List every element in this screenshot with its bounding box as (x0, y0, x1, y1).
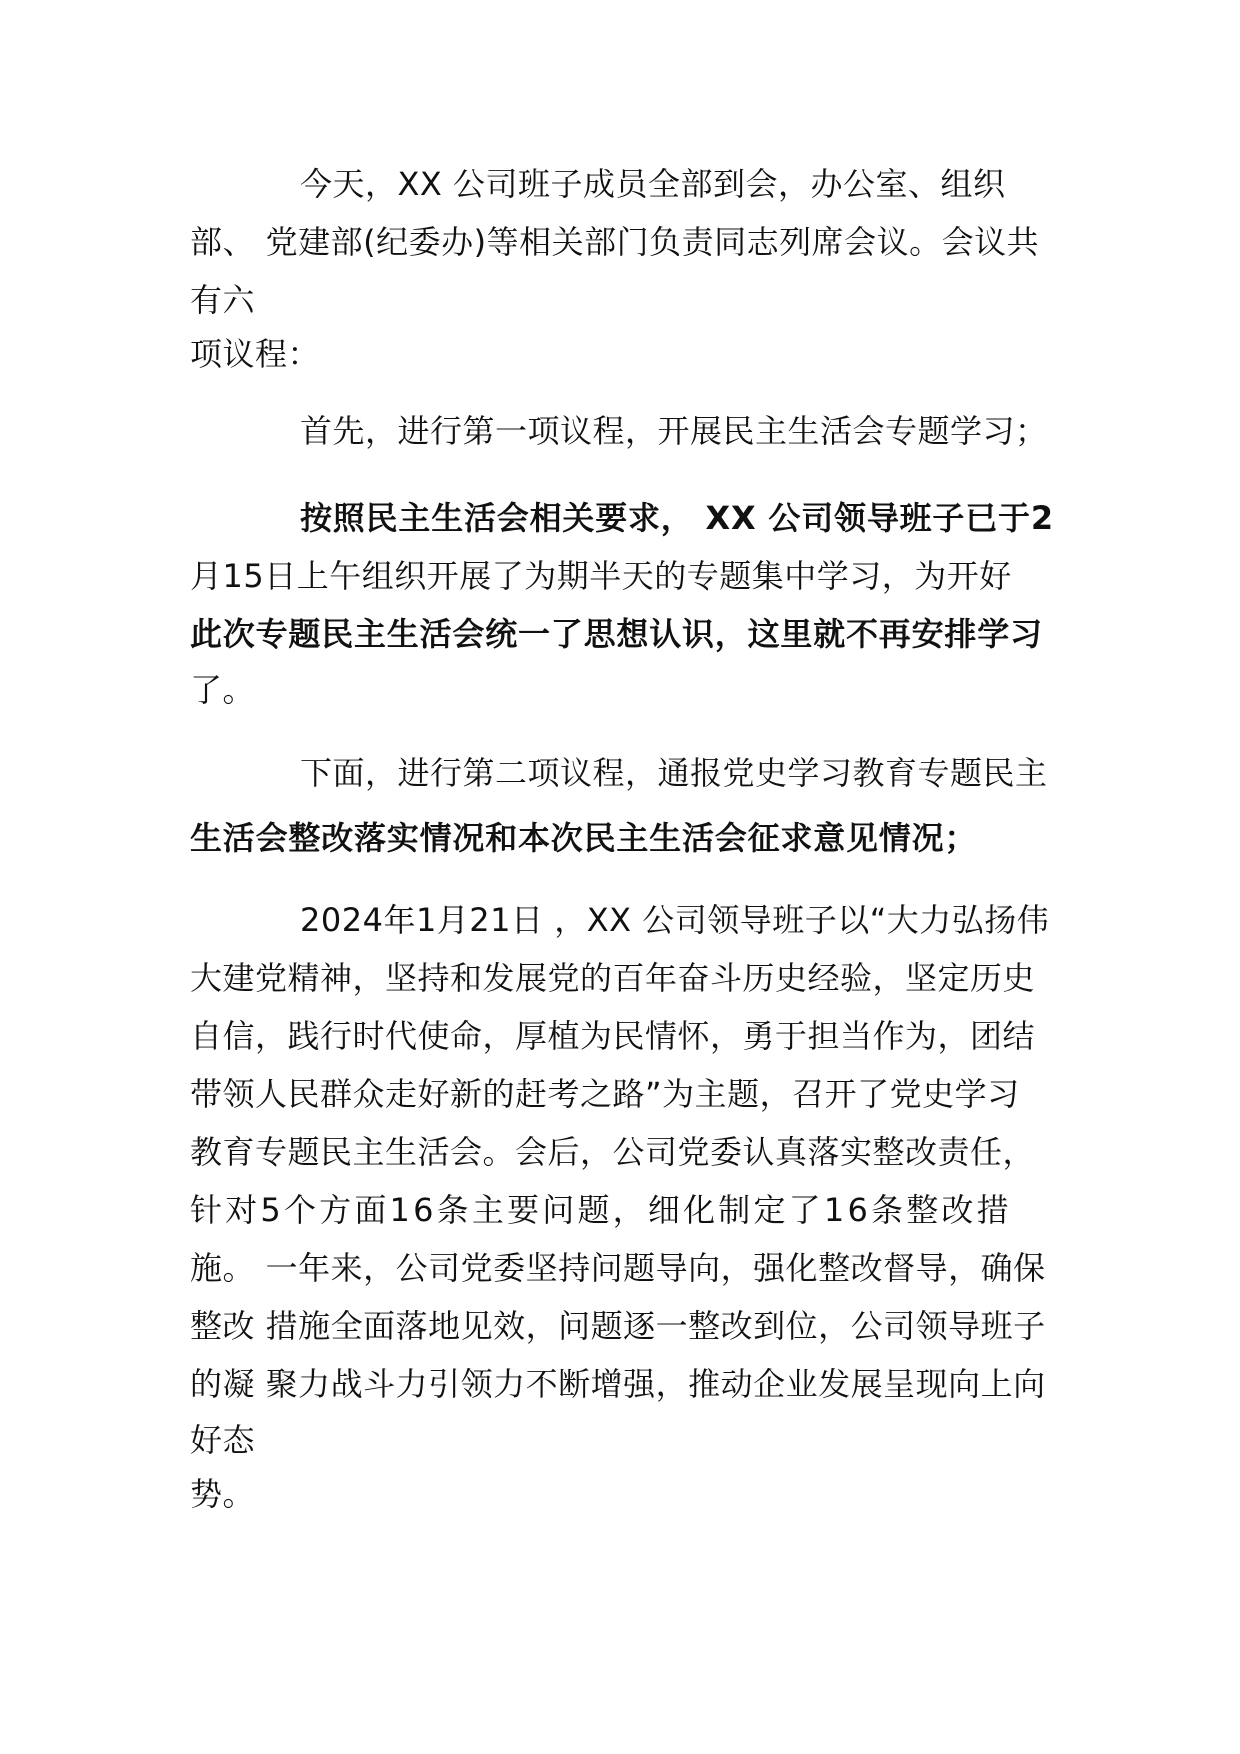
paragraph-5-line-4: 带领人民群众走好新的赶考之路”为主题，召开了党史学习 (190, 1075, 1020, 1113)
paragraph-5-line-2: 大建党精神，坚持和发展党的百年奋斗历史经验，坚定历史 (190, 959, 1036, 997)
paragraph-4-line-2: 生活会整改落实情况和本次民主生活会征求意见情况； (190, 819, 978, 857)
paragraph-1-line-3: 有六 (190, 281, 256, 319)
paragraph-5-line-9: 的凝 聚力战斗力引领力不断增强，推动企业发展呈现向上向 (190, 1365, 1046, 1403)
paragraph-4-line-1: 下面，进行第二项议程，通报党史学习教育专题民主 (300, 754, 1048, 792)
paragraph-5-line-7: 施。 一年来，公司党委坚持问题导向，强化整改督导，确保 (190, 1249, 1046, 1287)
paragraph-1-line-4: 项议程： (190, 335, 321, 373)
paragraph-5-line-8: 整改 措施全面落地见效，问题逐一整改到位，公司领导班子 (190, 1307, 1046, 1345)
paragraph-3-line-4: 了。 (190, 671, 256, 709)
paragraph-3-line-2: 月15日上午组织开展了为期半天的专题集中学习，为开好 (190, 557, 1012, 595)
paragraph-5-line-5: 教育专题民主生活会。会后，公司党委认真落实整改责任， (190, 1133, 1036, 1171)
paragraph-5-line-6: 针对5个方面16条主要问题，细化制定了16条整改措 (190, 1191, 1012, 1229)
paragraph-2-line-1: 首先，进行第一项议程，开展民主生活会专题学习； (300, 412, 1048, 450)
paragraph-1-line-2: 部、 党建部(纪委办)等相关部门负责同志列席会议。会议共 (190, 223, 1040, 261)
paragraph-5-line-10: 好态 (190, 1421, 256, 1459)
paragraph-1-line-1: 今天，XX 公司班子成员全部到会，办公室、组织 (300, 165, 1006, 203)
paragraph-3-line-1: 按照民主生活会相关要求， XX 公司领导班子已于2 (300, 499, 1054, 537)
paragraph-5-line-1: 2024年1月21日 ，XX 公司领导班子以“大力弘扬伟 (300, 901, 1050, 939)
paragraph-3-line-3: 此次专题民主生活会统一了思想认识，这里就不再安排学习 (190, 615, 1043, 653)
paragraph-5-line-11: 势。 (190, 1475, 256, 1513)
paragraph-5-line-3: 自信，践行时代使命，厚植为民情怀，勇于担当作为，团结 (190, 1017, 1036, 1055)
